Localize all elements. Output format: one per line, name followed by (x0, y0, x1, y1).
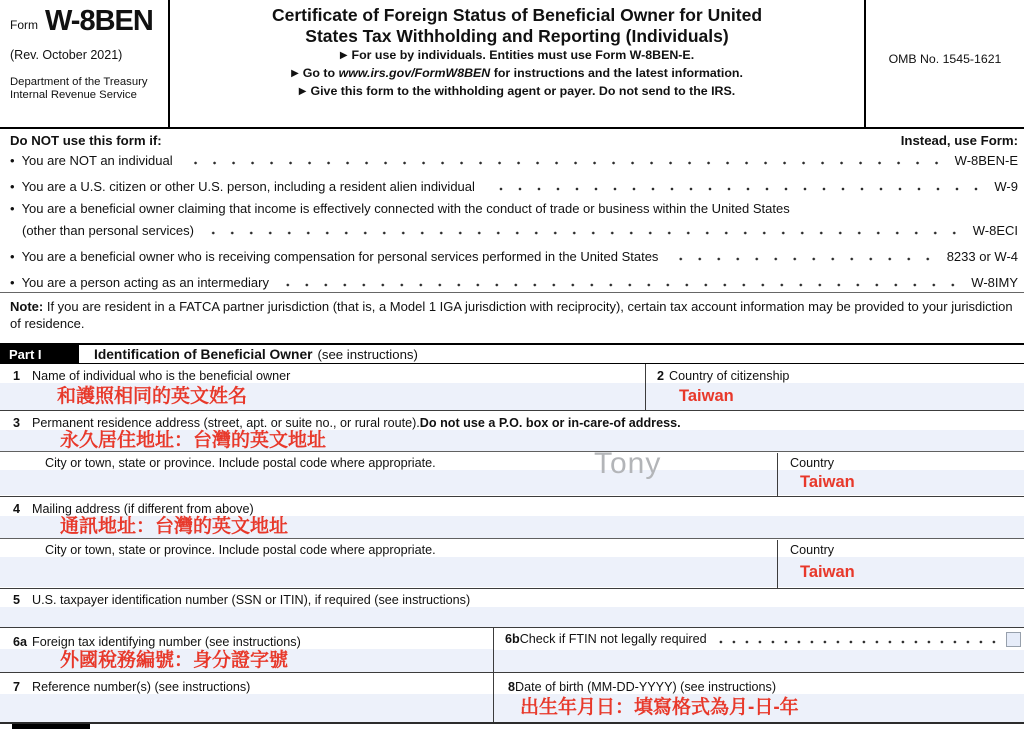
field-6b-area (493, 650, 1024, 672)
do-not-use-item (10, 173, 1018, 199)
row-us-tin (0, 589, 1024, 628)
field-3-country-input[interactable]: Taiwan (777, 470, 1024, 495)
form-code: 8233 or W-4 (946, 249, 1018, 264)
do-not-use-section (0, 129, 1024, 292)
dot-leader (281, 283, 962, 287)
row-permanent-address (0, 411, 1024, 497)
part1-title: Identification of Beneficial Owner (94, 346, 313, 362)
field-2-label: Country of citizenship (669, 369, 790, 383)
dot-leader (185, 161, 946, 165)
field-4-country-input[interactable]: Taiwan (777, 557, 1024, 587)
row-reference-dob (0, 673, 1024, 722)
dot-leader (670, 257, 937, 261)
revision-date: (Rev. October 2021) (10, 48, 123, 62)
field-6b-number: 6b (505, 632, 520, 646)
field-1-number: 1 (13, 369, 21, 383)
bullet-icon: • (10, 249, 15, 264)
do-not-use-item-text: You are a U.S. citizen or other U.S. person, including a resident alien individual (21, 179, 475, 194)
part1-label: Part I (0, 345, 79, 363)
do-not-use-item-continued (10, 221, 1018, 243)
form-code: W-8ECI (972, 223, 1018, 238)
field-4-number: 4 (13, 502, 21, 516)
field-4-country-label: Country (790, 543, 835, 557)
arrow-icon: ▶ (298, 86, 307, 97)
form-number: W-8BEN (45, 5, 153, 37)
form-word: Form (10, 18, 38, 32)
part1-title-suffix: (see instructions) (317, 346, 418, 362)
field-7-number: 7 (13, 680, 21, 694)
column-divider (777, 453, 778, 496)
field-4-city-input[interactable] (0, 557, 777, 587)
form-header (0, 0, 1024, 129)
agency-line-1: Department of the Treasury (10, 76, 148, 88)
field-4-city-label: City or town, state or province. Include postal code where appropriate. (45, 543, 436, 557)
instruction-line-3: Give this form to the withholding agent or payer. Do not send to the IRS. (310, 84, 736, 98)
field-6a-number: 6a (13, 635, 28, 649)
do-not-use-heading: Do NOT use this form if: (10, 133, 162, 148)
form-code: W-8IMY (971, 275, 1018, 290)
row-name-citizenship (0, 364, 1024, 411)
field-3-city-label: City or town, state or province. Include postal code where appropriate. (45, 456, 436, 470)
field-5-label: U.S. taxpayer identification number (SSN or ITIN), if required (see instructions) (32, 593, 471, 607)
do-not-use-item-text: You are a beneficial owner claiming that income is effectively connected with the conduct of trade or business within the United States (21, 201, 790, 216)
dot-leader (206, 231, 964, 235)
part2-label-box (12, 724, 90, 729)
field-1-label: Name of individual who is the beneficial owner (32, 369, 291, 383)
field-3-country-label: Country (790, 456, 835, 470)
bullet-icon: • (10, 153, 15, 168)
field-1-name-input[interactable]: 和護照相同的英文姓名 (0, 383, 645, 410)
arrow-icon: ▶ (291, 68, 299, 79)
fatca-note (0, 292, 1024, 343)
omb-number: OMB No. 1545-1621 (864, 0, 1024, 127)
field-5-number: 5 (13, 593, 21, 607)
row-mailing-address (0, 497, 1024, 589)
irs-url-text: www.irs.gov/FormW8BEN (338, 66, 491, 80)
bullet-icon: • (10, 275, 15, 290)
agency-line-2: Internal Revenue Service (10, 88, 137, 101)
instead-use-form-heading: Instead, use Form: (900, 133, 1018, 148)
field-8-dob-input[interactable]: 出生年月日：填寫格式為月-日-年 (493, 694, 1024, 722)
form-id-block (0, 0, 170, 127)
form-code: W-8BEN-E (954, 153, 1018, 168)
field-8-number: 8 (508, 680, 516, 694)
column-divider (493, 628, 494, 672)
field-7-label: Reference number(s) (see instructions) (32, 680, 251, 694)
field-3-address-input[interactable]: 永久居住地址：台灣的英文地址 (0, 430, 1024, 452)
form-title-block (170, 0, 864, 127)
field-3-number: 3 (13, 416, 21, 430)
instruction-line-2-pre: Go to (302, 66, 339, 80)
column-divider (645, 364, 646, 410)
field-8-label: Date of birth (MM-DD-YYYY) (see instructions) (515, 680, 777, 694)
field-7-reference-input[interactable] (0, 694, 493, 722)
arrow-icon: ▶ (339, 50, 348, 61)
part1-header (0, 343, 1024, 364)
part2-header-cut (0, 722, 1024, 729)
do-not-use-item-text: (other than personal services) (22, 223, 194, 238)
column-divider (777, 540, 778, 588)
field-3-label-bold: Do not use a P.O. box or in-care-of address. (419, 416, 681, 430)
field-6b-label: Check if FTIN not legally required (519, 632, 707, 646)
do-not-use-item (10, 199, 1018, 221)
do-not-use-item (10, 243, 1018, 269)
column-divider (493, 673, 494, 722)
note-text: If you are resident in a FATCA partner jurisdiction (that is, a Model 1 IGA jurisdiction with reciprocity), certain tax account information may be provided to your jurisdiction of residence. (10, 299, 1013, 331)
instruction-line-1: For use by individuals. Entities must use Form W-8BEN-E. (351, 48, 695, 62)
form-code: W-9 (994, 179, 1018, 194)
watermark: Tony (594, 447, 662, 480)
do-not-use-item-text: You are a person acting as an intermediary (21, 275, 269, 290)
field-3-label: Permanent residence address (street, apt. or suite no., or rural route). (32, 416, 420, 430)
ftin-not-required-checkbox[interactable] (1006, 632, 1021, 647)
note-label: Note: (10, 299, 44, 314)
field-4-label: Mailing address (if different from above) (32, 502, 254, 516)
bullet-icon: • (10, 201, 15, 216)
bullet-icon: • (10, 179, 15, 194)
field-2-number: 2 (657, 369, 665, 383)
form-title-line-1: Certificate of Foreign Status of Beneficial Owner for United (271, 5, 763, 25)
dot-leader (715, 640, 1000, 644)
field-4-address-input[interactable]: 通訊地址：台灣的英文地址 (0, 516, 1024, 539)
do-not-use-item (10, 148, 1018, 173)
field-6a-label: Foreign tax identifying number (see instructions) (32, 635, 301, 649)
field-6a-ftin-input[interactable]: 外國稅務編號：身分證字號 (0, 649, 493, 672)
field-5-tin-input[interactable] (0, 607, 1024, 627)
instruction-line-2-post: for instructions and the latest information. (490, 66, 743, 80)
row-ftin (0, 628, 1024, 673)
field-2-citizenship-input[interactable]: Taiwan (645, 383, 1024, 410)
do-not-use-item-text: You are NOT an individual (21, 153, 173, 168)
form-title-line-2: States Tax Withholding and Reporting (Individuals) (305, 26, 729, 46)
dot-leader (487, 187, 985, 191)
do-not-use-item-text: You are a beneficial owner who is receiving compensation for personal services performed in the United States (21, 249, 659, 264)
